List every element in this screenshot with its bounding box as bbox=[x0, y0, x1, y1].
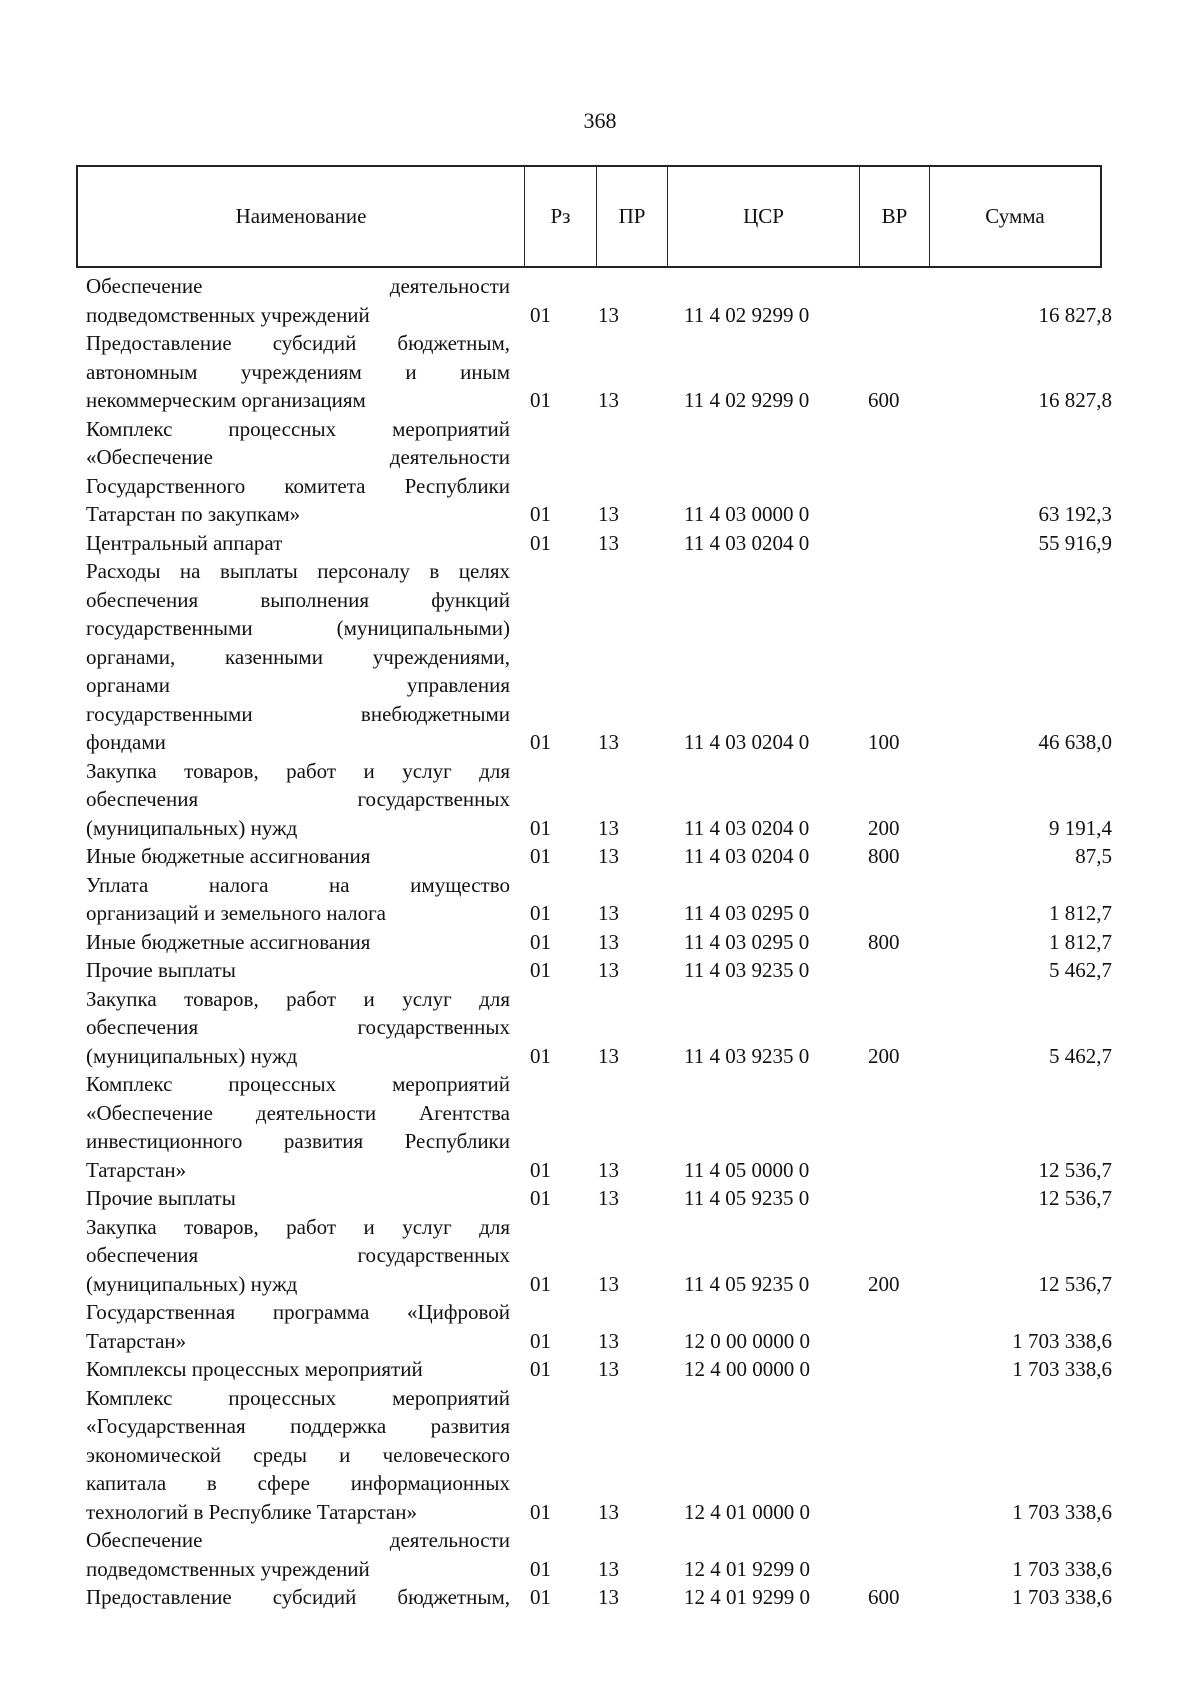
row-pr: 13 bbox=[598, 1157, 619, 1182]
row-csr: 12 4 01 0000 0 bbox=[684, 1499, 810, 1524]
row-csr: 12 4 01 9299 0 bbox=[684, 1556, 810, 1581]
row-csr: 11 4 03 0204 0 bbox=[684, 530, 810, 555]
row-sum: 12 536,7 bbox=[1038, 1186, 1112, 1210]
row-rz: 01 bbox=[530, 815, 551, 840]
table-row bbox=[86, 842, 1126, 871]
table-row bbox=[86, 557, 1126, 757]
row-rz: 01 bbox=[530, 958, 551, 982]
row-pr: 13 bbox=[598, 958, 619, 982]
row-rz: 01 bbox=[530, 530, 551, 555]
header-vr: ВР bbox=[860, 167, 930, 266]
row-name bbox=[86, 272, 510, 329]
table-row bbox=[86, 1355, 1126, 1384]
row-name bbox=[86, 985, 510, 1071]
row-name-line: Обеспечение деятельности bbox=[86, 274, 510, 298]
row-name bbox=[86, 557, 510, 757]
table-row bbox=[86, 329, 1126, 415]
row-name-line: государственными (муниципальными) bbox=[86, 616, 510, 640]
header-rz: Рз bbox=[525, 167, 597, 266]
table-row bbox=[86, 1384, 1126, 1527]
row-sum: 1 703 338,6 bbox=[1012, 1499, 1112, 1524]
header-csr: ЦСР bbox=[668, 167, 860, 266]
table-row bbox=[86, 1298, 1126, 1355]
row-name-line: Иные бюджетные ассигнования bbox=[86, 844, 371, 868]
row-name-line: обеспечения выполнения функций bbox=[86, 587, 510, 612]
row-name-line: (муниципальных) нужд bbox=[86, 815, 298, 840]
table-row bbox=[86, 985, 1126, 1071]
row-pr: 13 bbox=[598, 1556, 619, 1581]
row-vr: 200 bbox=[868, 1043, 900, 1068]
row-name bbox=[86, 1355, 510, 1384]
row-name bbox=[86, 329, 510, 415]
row-sum: 1 703 338,6 bbox=[1012, 1328, 1112, 1353]
row-rz: 01 bbox=[530, 1157, 551, 1182]
row-name-line: «Обеспечение деятельности bbox=[86, 445, 510, 469]
row-name-line: Обеспечение деятельности bbox=[86, 1528, 510, 1552]
row-pr: 13 bbox=[598, 1499, 619, 1524]
row-sum: 5 462,7 bbox=[1049, 958, 1112, 982]
row-name-line: инвестиционного развития Республики bbox=[86, 1129, 510, 1153]
row-vr: 100 bbox=[868, 730, 900, 754]
row-rz: 01 bbox=[530, 844, 551, 868]
row-pr: 13 bbox=[598, 815, 619, 840]
row-name-line: обеспечения государственных bbox=[86, 1015, 510, 1039]
row-csr: 11 4 05 9235 0 bbox=[684, 1271, 810, 1296]
row-rz: 01 bbox=[530, 388, 551, 412]
row-rz: 01 bbox=[530, 901, 551, 925]
row-pr: 13 bbox=[598, 844, 619, 868]
row-name-line: организаций и земельного налога bbox=[86, 901, 386, 925]
row-csr: 11 4 03 0295 0 bbox=[684, 929, 810, 954]
row-pr: 13 bbox=[598, 388, 619, 412]
row-name-line: Комплекс процессных мероприятий bbox=[86, 1385, 510, 1410]
row-rz: 01 bbox=[530, 1043, 551, 1068]
row-vr: 600 bbox=[868, 388, 900, 412]
row-rz: 01 bbox=[530, 1271, 551, 1296]
row-csr: 11 4 03 9235 0 bbox=[684, 958, 810, 982]
row-name-line: (муниципальных) нужд bbox=[86, 1271, 298, 1296]
row-name bbox=[86, 1213, 510, 1299]
header-name: Наименование bbox=[78, 167, 525, 266]
table-row bbox=[86, 1213, 1126, 1299]
row-rz: 01 bbox=[530, 1499, 551, 1524]
row-name-line: Закупка товаров, работ и услуг для bbox=[86, 758, 510, 783]
row-vr: 800 bbox=[868, 844, 900, 868]
row-name-line: технологий в Республике Татарстан» bbox=[86, 1499, 417, 1524]
table-row bbox=[86, 1583, 1126, 1612]
row-csr: 11 4 03 0204 0 bbox=[684, 815, 810, 840]
row-name bbox=[86, 1070, 510, 1184]
row-csr: 11 4 02 9299 0 bbox=[684, 302, 810, 327]
table-row bbox=[86, 272, 1126, 329]
row-name bbox=[86, 842, 510, 871]
row-pr: 13 bbox=[598, 302, 619, 327]
row-name-line: «Обеспечение деятельности Агентства bbox=[86, 1100, 510, 1125]
table-row bbox=[86, 757, 1126, 843]
row-name-line: Комплекс процессных мероприятий bbox=[86, 1072, 510, 1096]
row-name-line: Прочие выплаты bbox=[86, 958, 236, 982]
row-rz: 01 bbox=[530, 1328, 551, 1353]
row-name bbox=[86, 529, 510, 558]
row-name bbox=[86, 1526, 510, 1583]
row-pr: 13 bbox=[598, 530, 619, 555]
table-row bbox=[86, 1070, 1126, 1184]
table-row bbox=[86, 871, 1126, 928]
row-name-line: Татарстан» bbox=[86, 1157, 187, 1182]
row-pr: 13 bbox=[598, 1585, 619, 1609]
table-row bbox=[86, 415, 1126, 529]
row-sum: 1 812,7 bbox=[1049, 929, 1112, 954]
row-name-line: обеспечения государственных bbox=[86, 787, 510, 811]
row-csr: 11 4 03 0000 0 bbox=[684, 502, 810, 526]
row-sum: 16 827,8 bbox=[1038, 388, 1112, 412]
row-sum: 1 703 338,6 bbox=[1012, 1556, 1112, 1581]
row-sum: 12 536,7 bbox=[1038, 1157, 1112, 1182]
row-sum: 5 462,7 bbox=[1049, 1043, 1112, 1068]
row-vr: 600 bbox=[868, 1585, 900, 1609]
row-csr: 11 4 05 9235 0 bbox=[684, 1186, 810, 1210]
row-csr: 11 4 03 0204 0 bbox=[684, 844, 810, 868]
row-name bbox=[86, 1384, 510, 1527]
row-csr: 12 4 00 0000 0 bbox=[684, 1357, 810, 1381]
row-name-line: Расходы на выплаты персоналу в целях bbox=[86, 559, 510, 583]
row-pr: 13 bbox=[598, 1357, 619, 1381]
row-name-line: Комплекс процессных мероприятий bbox=[86, 416, 510, 441]
row-csr: 11 4 03 0204 0 bbox=[684, 730, 810, 754]
row-name-line: Уплата налога на имущество bbox=[86, 872, 510, 897]
row-sum: 63 192,3 bbox=[1038, 502, 1112, 526]
row-name-line: (муниципальных) нужд bbox=[86, 1043, 298, 1068]
row-sum: 1 703 338,6 bbox=[1012, 1357, 1112, 1381]
header-pr: ПР bbox=[597, 167, 668, 266]
row-name bbox=[86, 757, 510, 843]
table-body bbox=[86, 272, 1126, 1612]
row-rz: 01 bbox=[530, 1357, 551, 1381]
row-rz: 01 bbox=[530, 730, 551, 754]
row-vr: 800 bbox=[868, 929, 900, 954]
row-rz: 01 bbox=[530, 1186, 551, 1210]
table-row bbox=[86, 956, 1126, 985]
row-pr: 13 bbox=[598, 1271, 619, 1296]
table-row bbox=[86, 928, 1126, 957]
row-name bbox=[86, 956, 510, 985]
row-name-line: государственными внебюджетными bbox=[86, 701, 510, 726]
row-name-line: Закупка товаров, работ и услуг для bbox=[86, 986, 510, 1011]
row-name-line: Центральный аппарат bbox=[86, 530, 283, 555]
table-row bbox=[86, 1526, 1126, 1583]
row-name bbox=[86, 1298, 510, 1355]
row-vr: 200 bbox=[868, 815, 900, 840]
row-name-line: Татарстан» bbox=[86, 1328, 187, 1353]
row-rz: 01 bbox=[530, 1585, 551, 1609]
table-row bbox=[86, 529, 1126, 558]
row-csr: 12 4 01 9299 0 bbox=[684, 1585, 810, 1609]
row-name-line: экономической среды и человеческого bbox=[86, 1442, 510, 1467]
row-sum: 1 703 338,6 bbox=[1012, 1585, 1112, 1609]
row-sum: 55 916,9 bbox=[1038, 530, 1112, 555]
row-name-line: фондами bbox=[86, 730, 166, 754]
row-rz: 01 bbox=[530, 929, 551, 954]
row-csr: 11 4 03 9235 0 bbox=[684, 1043, 810, 1068]
row-vr: 200 bbox=[868, 1271, 900, 1296]
row-pr: 13 bbox=[598, 730, 619, 754]
row-pr: 13 bbox=[598, 901, 619, 925]
row-name bbox=[86, 871, 510, 928]
row-name-line: Предоставление субсидий бюджетным, bbox=[86, 331, 510, 355]
row-name-line: Иные бюджетные ассигнования bbox=[86, 929, 371, 954]
row-name-line: обеспечения государственных bbox=[86, 1243, 510, 1267]
row-name bbox=[86, 928, 510, 957]
row-sum: 1 812,7 bbox=[1049, 901, 1112, 925]
row-sum: 46 638,0 bbox=[1038, 730, 1112, 754]
row-pr: 13 bbox=[598, 1328, 619, 1353]
row-pr: 13 bbox=[598, 502, 619, 526]
row-name-line: подведомственных учреждений bbox=[86, 302, 370, 327]
row-name-line: капитала в сфере информационных bbox=[86, 1471, 510, 1495]
row-name-line: Комплексы процессных мероприятий bbox=[86, 1357, 423, 1381]
row-csr: 12 0 00 0000 0 bbox=[684, 1328, 810, 1353]
table-header bbox=[76, 165, 1102, 268]
row-sum: 12 536,7 bbox=[1038, 1271, 1112, 1296]
row-name-line: автономным учреждениям и иным bbox=[86, 359, 510, 384]
header-sum: Сумма bbox=[985, 204, 1045, 228]
row-name bbox=[86, 1184, 510, 1213]
row-name-line: «Государственная поддержка развития bbox=[86, 1414, 510, 1438]
table-row bbox=[86, 1184, 1126, 1213]
row-pr: 13 bbox=[598, 1186, 619, 1210]
row-rz: 01 bbox=[530, 302, 551, 327]
row-name-line: некоммерческим организациям bbox=[86, 388, 366, 412]
row-name-line: подведомственных учреждений bbox=[86, 1556, 370, 1581]
row-csr: 11 4 03 0295 0 bbox=[684, 901, 810, 925]
row-pr: 13 bbox=[598, 929, 619, 954]
row-name-line: Татарстан по закупкам» bbox=[86, 502, 301, 526]
row-csr: 11 4 02 9299 0 bbox=[684, 388, 810, 412]
row-sum: 87,5 bbox=[1075, 844, 1112, 868]
row-pr: 13 bbox=[598, 1043, 619, 1068]
row-name-line: Предоставление субсидий бюджетным, bbox=[86, 1585, 510, 1609]
row-name-line: органами управления bbox=[86, 673, 510, 697]
row-name-line: Государственного комитета Республики bbox=[86, 473, 510, 498]
row-name-line: Прочие выплаты bbox=[86, 1186, 236, 1210]
page-number: 368 bbox=[583, 108, 617, 133]
row-name-line: Государственная программа «Цифровой bbox=[86, 1300, 510, 1324]
row-csr: 11 4 05 0000 0 bbox=[684, 1157, 810, 1182]
row-name bbox=[86, 415, 510, 529]
row-name-line: Закупка товаров, работ и услуг для bbox=[86, 1214, 510, 1239]
row-rz: 01 bbox=[530, 1556, 551, 1581]
row-rz: 01 bbox=[530, 502, 551, 526]
row-name bbox=[86, 1583, 510, 1612]
row-sum: 16 827,8 bbox=[1038, 302, 1112, 327]
row-name-line: органами, казенными учреждениями, bbox=[86, 644, 510, 669]
row-sum: 9 191,4 bbox=[1049, 815, 1112, 840]
